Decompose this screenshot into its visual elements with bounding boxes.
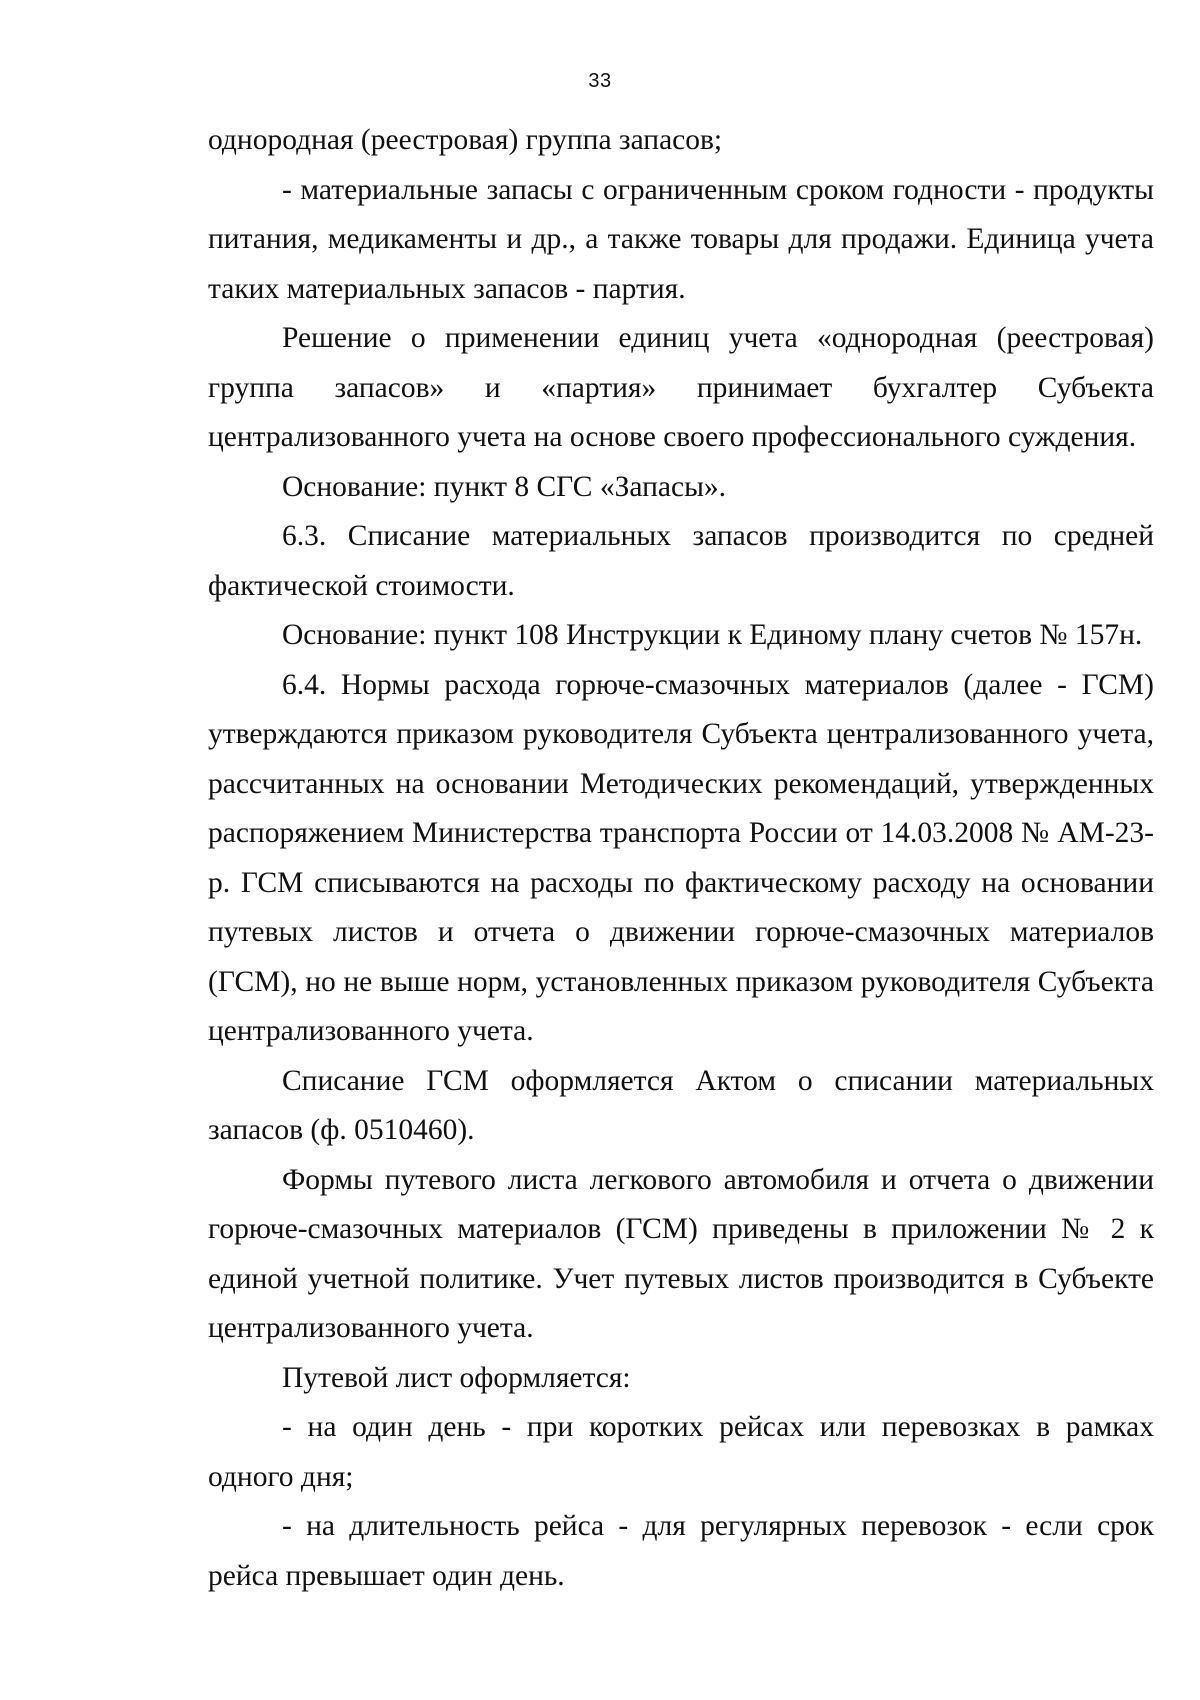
document-body [208, 116, 1154, 1601]
paragraph-waybill-intro: Путевой лист оформляется: [282, 1361, 631, 1394]
paragraph-continuation: однородная (реестровая) группа запасов; [208, 124, 723, 156]
paragraph-6-4: 6.4. Нормы расхода горюче-смазочных материалов (далее - ГСМ) утверждаются приказом руководителя Субъекта централизованного учета, рассчитанных на основании Методических рекомендаций, утвержденных распоряжением Министерства транспорта России от 14.03.2008 № АМ-23-р. ГСМ списываются на расходы по фактическому расходу на основании путевых листов и отчета о движении горюче-смазочных материалов (ГСМ), но не выше норм, установленных приказом руководителя Субъекта централизованного учета. [208, 668, 1154, 1047]
list-item-one-day: - на один день - при коротких рейсах или перевозках в рамках одного дня; [208, 1411, 1154, 1493]
paragraph-waybill-forms: Формы путевого листа легкового автомобиля и отчета о движении горюче-смазочных материалов (ГСМ) приведены в приложении № 2 к единой учетной политике. Учет путевых листов производится в Субъекте централизованного учета. [208, 1163, 1154, 1344]
paragraph-fuel-writeoff: Списание ГСМ оформляется Актом о списании материальных запасов (ф. 0510460). [208, 1064, 1154, 1146]
list-item-trip-duration: - на длительность рейса - для регулярных перевозок - если срок рейса превышает один день. [208, 1510, 1154, 1592]
paragraph-basis-sgs: Основание: пункт 8 СГС «Запасы». [282, 470, 727, 503]
paragraph-perishable-stock: - материальные запасы с ограниченным сроком годности - продукты питания, медикаменты и др., а также товары для продажи. Единица учета таких материальных запасов - партия. [208, 173, 1154, 305]
paragraph-unit-decision: Решение о применении единиц учета «однородная (реестровая) группа запасов» и «партия» принимает бухгалтер Субъекта централизованного учета на основе своего профессионального суждения. [208, 322, 1154, 453]
paragraph-basis-instruction: Основание: пункт 108 Инструкции к Единому плану счетов № 157н. [282, 619, 1143, 651]
page-number: 33 [588, 70, 612, 92]
paragraph-6-3: 6.3. Списание материальных запасов производится по средней фактической стоимости. [208, 520, 1154, 602]
